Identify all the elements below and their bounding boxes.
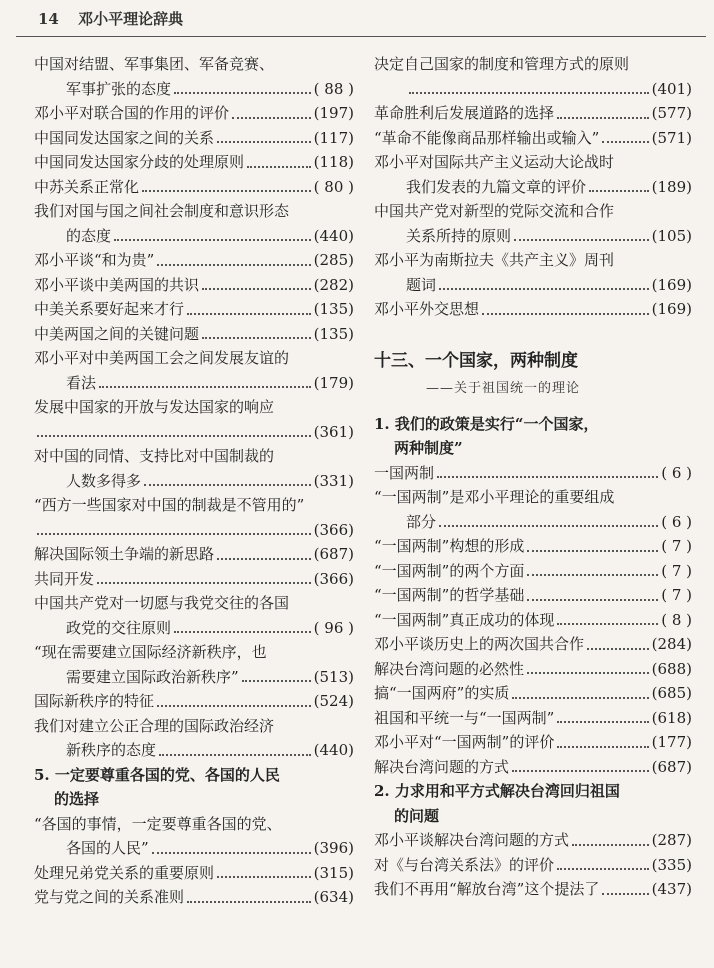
index-entry xyxy=(34,469,354,494)
entry-line: 中国共产党对一切愿与我党交往的各国 xyxy=(34,594,290,612)
index-entry xyxy=(34,738,354,763)
page-ref: ( 7 ) xyxy=(661,561,692,580)
index-entry xyxy=(34,175,354,200)
dot-leader xyxy=(602,140,648,143)
chapter-title: 十三、一个国家，两种制度 xyxy=(374,350,578,371)
dot-leader xyxy=(174,630,311,633)
page-ref: (331) xyxy=(313,471,354,490)
page-ref: (577) xyxy=(651,104,692,122)
entry-text: 邓小平外交思想 xyxy=(374,300,480,318)
index-entry xyxy=(34,567,354,592)
page-ref: (366) xyxy=(313,569,354,588)
index-entry xyxy=(374,853,692,878)
section-heading: 2. 力求用和平方式解决台湾回归祖国 xyxy=(374,782,620,800)
entry-text: 一国两制 xyxy=(374,463,435,482)
dot-leader xyxy=(202,287,311,290)
index-entry xyxy=(34,885,354,910)
book-title: 邓小平理论辞典 xyxy=(78,10,184,28)
entry-text: 中国同发达国家之间的关系 xyxy=(34,128,215,147)
page-ref: (396) xyxy=(313,839,354,857)
entry-text: 各国的人民” xyxy=(66,839,149,857)
index-entry xyxy=(34,836,354,861)
page-ref: (685) xyxy=(651,684,692,702)
page-ref: (135) xyxy=(313,300,354,318)
section-heading: 5. 一定要尊重各国的党、各国的人民 xyxy=(34,765,280,784)
dot-leader xyxy=(527,598,658,601)
index-entry xyxy=(374,608,692,633)
entry-line: 邓小平对国际共产主义运动大论战时 xyxy=(374,153,615,171)
page-ref: (179) xyxy=(313,373,354,392)
entry-text: 关系所持的原则 xyxy=(406,226,512,245)
dot-leader xyxy=(152,851,311,854)
entry-text: 的态度 xyxy=(66,226,112,245)
page-ref: (687) xyxy=(651,757,692,776)
page-number: 14 xyxy=(38,10,59,28)
dot-leader xyxy=(157,263,310,266)
entry-line: 邓小平为南斯拉夫《共产主义》周刊 xyxy=(374,251,615,269)
index-entry xyxy=(34,665,354,690)
entry-text: 解决台湾问题的必然性 xyxy=(374,659,525,678)
dot-leader xyxy=(527,671,649,674)
entry-text: “一国两制”的两个方面 xyxy=(374,561,525,580)
dot-leader xyxy=(572,843,649,846)
index-entry xyxy=(374,101,692,126)
page-ref: (401) xyxy=(651,79,692,98)
page-ref: (315) xyxy=(313,863,354,882)
entry-line: 发展中国家的开放与发达国家的响应 xyxy=(34,398,275,416)
page-ref: (361) xyxy=(313,422,354,441)
entry-text: “革命不能像商品那样输出或输入” xyxy=(374,128,600,147)
entry-line: 对中国的同情、支持比对中国制裁的 xyxy=(34,447,275,465)
index-entry xyxy=(34,420,354,445)
page-ref: (440) xyxy=(313,226,354,245)
page-ref: ( 7 ) xyxy=(661,537,692,555)
page-ref: ( 8 ) xyxy=(661,610,692,629)
index-entry xyxy=(34,224,354,249)
dot-leader xyxy=(409,91,649,94)
page-ref: ( 6 ) xyxy=(661,463,692,482)
header-rule xyxy=(16,36,706,37)
dot-leader xyxy=(512,769,649,772)
index-entry xyxy=(374,755,692,780)
index-entry xyxy=(34,861,354,886)
chapter-subtitle: ——关于祖国统一的理论 xyxy=(426,380,581,396)
dot-leader xyxy=(144,483,311,486)
page-ref: ( 7 ) xyxy=(661,586,692,604)
entry-text: 邓小平对联合国的作用的评价 xyxy=(34,104,230,122)
dot-leader xyxy=(557,622,658,625)
page-ref: (687) xyxy=(313,545,354,563)
index-entry xyxy=(374,706,692,731)
page-ref: (634) xyxy=(313,888,354,906)
dot-leader xyxy=(589,189,649,192)
page-ref: (284) xyxy=(651,635,692,653)
entry-text: 革命胜利后发展道路的选择 xyxy=(374,104,555,122)
dot-leader xyxy=(602,892,648,895)
entry-text: 中美关系要好起来才行 xyxy=(34,300,185,318)
dot-leader xyxy=(557,116,649,119)
page-ref: (513) xyxy=(313,667,354,686)
entry-text: 祖国和平统一与“一国两制” xyxy=(374,708,555,727)
page-ref: (189) xyxy=(651,177,692,196)
index-entry xyxy=(374,632,692,657)
index-entry xyxy=(34,150,354,175)
entry-text: 看法 xyxy=(66,373,97,392)
right-column xyxy=(374,52,692,902)
left-column xyxy=(34,52,354,910)
dot-leader xyxy=(527,573,658,576)
entry-line: 我们对国与国之间社会制度和意识形态 xyxy=(34,202,290,220)
index-entry xyxy=(34,77,354,102)
entry-text: 解决台湾问题的方式 xyxy=(374,757,510,776)
index-entry xyxy=(34,689,354,714)
page-ref: (618) xyxy=(651,708,692,727)
dot-leader xyxy=(187,312,311,315)
page-ref: (197) xyxy=(313,104,354,122)
index-entry xyxy=(34,322,354,347)
page-ref: (440) xyxy=(313,741,354,759)
page-ref: (366) xyxy=(313,520,354,539)
entry-line: 中国对结盟、军事集团、军备竞赛、 xyxy=(34,55,275,73)
entry-line: 邓小平对中美两国工会之间发展友谊的 xyxy=(34,349,290,367)
index-entry xyxy=(374,534,692,559)
entry-text: 题词 xyxy=(406,275,437,294)
page-ref: (437) xyxy=(651,880,692,898)
index-entry xyxy=(34,542,354,567)
dot-leader xyxy=(202,336,311,339)
entry-text: 中国同发达国家分歧的处理原则 xyxy=(34,153,245,171)
index-entry xyxy=(34,297,354,322)
page-ref: (117) xyxy=(313,128,354,147)
entry-line: “西方一些国家对中国的制裁是不管用的” xyxy=(34,496,305,514)
entry-text: 中苏关系正常化 xyxy=(34,177,140,196)
dot-leader xyxy=(557,745,648,748)
index-entry xyxy=(374,681,692,706)
index-entry xyxy=(374,510,692,535)
page-ref: (282) xyxy=(313,275,354,294)
dot-leader xyxy=(232,116,311,119)
dot-leader xyxy=(242,679,311,682)
entry-text: 我们不再用“解放台湾”这个提法了 xyxy=(374,880,600,898)
index-entry xyxy=(374,126,692,151)
index-entry xyxy=(374,657,692,682)
entry-line: “一国两制”是邓小平理论的重要组成 xyxy=(374,488,615,506)
dot-leader xyxy=(514,238,649,241)
entry-text: 军事扩张的态度 xyxy=(66,79,172,98)
entry-line: 中国共产党对新型的党际交流和合作 xyxy=(374,202,615,220)
entry-text: “一国两制”的哲学基础 xyxy=(374,586,525,604)
index-entry xyxy=(34,371,354,396)
dot-leader xyxy=(557,867,649,870)
entry-line: 决定自己国家的制度和管理方式的原则 xyxy=(374,55,630,73)
entry-text: 解决国际领土争端的新思路 xyxy=(34,545,215,563)
page-ref: (571) xyxy=(651,128,692,147)
entry-text: 我们发表的九篇文章的评价 xyxy=(406,177,587,196)
index-entry xyxy=(374,77,692,102)
index-entry xyxy=(34,616,354,641)
dot-leader xyxy=(482,312,649,315)
entry-text: 新秩序的态度 xyxy=(66,741,157,759)
index-entry xyxy=(34,273,354,298)
section-heading: 两种制度” xyxy=(394,439,463,457)
dot-leader xyxy=(527,549,658,552)
dot-leader xyxy=(37,434,311,437)
entry-line: “现在需要建立国际经济新秩序，也 xyxy=(34,643,267,661)
right-column-bottom xyxy=(374,412,692,902)
entry-text: “一国两制”真正成功的体现 xyxy=(374,610,555,629)
entry-text: 对《与台湾关系法》的评价 xyxy=(374,855,555,874)
entry-text: 邓小平谈中美两国的共识 xyxy=(34,275,200,294)
section-heading: 1. 我们的政策是实行“一个国家， xyxy=(374,414,599,433)
page-ref: (177) xyxy=(651,733,692,751)
index-entry xyxy=(374,461,692,486)
dot-leader xyxy=(512,696,648,699)
index-entry xyxy=(374,828,692,853)
right-column-top xyxy=(374,52,692,322)
dot-leader xyxy=(97,581,311,584)
index-entry xyxy=(374,175,692,200)
index-entry xyxy=(374,583,692,608)
index-entry xyxy=(374,224,692,249)
dot-leader xyxy=(114,238,311,241)
page-ref: (524) xyxy=(313,692,354,710)
dot-leader xyxy=(439,287,649,290)
entry-text: 部分 xyxy=(406,512,437,531)
dot-leader xyxy=(587,647,649,650)
dot-leader xyxy=(247,165,311,168)
entry-text: 人数多得多 xyxy=(66,471,142,490)
entry-text: 邓小平谈历史上的两次国共合作 xyxy=(374,635,585,653)
dot-leader xyxy=(439,524,658,527)
index-entry xyxy=(34,101,354,126)
entry-text: 政党的交往原则 xyxy=(66,618,172,637)
page-ref: ( 88 ) xyxy=(313,79,354,98)
dot-leader xyxy=(37,532,311,535)
index-entry xyxy=(374,297,692,322)
page-ref: (169) xyxy=(651,275,692,294)
dot-leader xyxy=(142,189,311,192)
entry-text: 需要建立国际政治新秩序” xyxy=(66,667,239,686)
dot-leader xyxy=(159,753,311,756)
entry-text: “一国两制”构想的形成 xyxy=(374,537,525,555)
page-ref: (285) xyxy=(313,251,354,269)
dot-leader xyxy=(174,91,311,94)
dot-leader xyxy=(187,900,311,903)
dot-leader xyxy=(557,720,648,723)
entry-line: “各国的事情，一定要尊重各国的党、 xyxy=(34,814,282,833)
page-ref: (335) xyxy=(651,855,692,874)
index-entry xyxy=(34,518,354,543)
running-header xyxy=(38,8,183,29)
page-ref: (688) xyxy=(651,659,692,678)
dot-leader xyxy=(217,875,311,878)
index-entry xyxy=(34,126,354,151)
page-ref: (287) xyxy=(651,831,692,849)
entry-text: 邓小平谈解决台湾问题的方式 xyxy=(374,831,570,849)
page-ref: (169) xyxy=(651,300,692,318)
dot-leader xyxy=(157,704,311,707)
entry-text: 处理兄弟党关系的重要原则 xyxy=(34,863,215,882)
page-ref: (105) xyxy=(651,226,692,245)
page-ref: (118) xyxy=(313,153,354,171)
dot-leader xyxy=(217,557,311,560)
entry-text: 中美两国之间的关键问题 xyxy=(34,324,200,343)
entry-text: 邓小平谈“和为贵” xyxy=(34,251,155,269)
page-ref: ( 80 ) xyxy=(313,177,354,196)
index-entry xyxy=(374,730,692,755)
dot-leader xyxy=(437,475,658,478)
entry-line: 我们对建立公正合理的国际政治经济 xyxy=(34,716,275,735)
dot-leader xyxy=(217,140,311,143)
entry-text: 国际新秩序的特征 xyxy=(34,692,155,710)
section-heading: 的选择 xyxy=(54,790,100,808)
index-entry xyxy=(34,248,354,273)
dot-leader xyxy=(99,385,311,388)
entry-text: 共同开发 xyxy=(34,569,95,588)
entry-text: 搞“一国两府”的实质 xyxy=(374,684,510,702)
page-ref: ( 96 ) xyxy=(313,618,354,637)
page-ref: (135) xyxy=(313,324,354,343)
index-entry xyxy=(374,273,692,298)
entry-text: 党与党之间的关系准则 xyxy=(34,888,185,906)
page-ref: ( 6 ) xyxy=(661,512,692,531)
index-entry xyxy=(374,877,692,902)
index-entry xyxy=(374,559,692,584)
section-heading: 的问题 xyxy=(394,806,440,825)
entry-text: 邓小平对“一国两制”的评价 xyxy=(374,733,555,751)
